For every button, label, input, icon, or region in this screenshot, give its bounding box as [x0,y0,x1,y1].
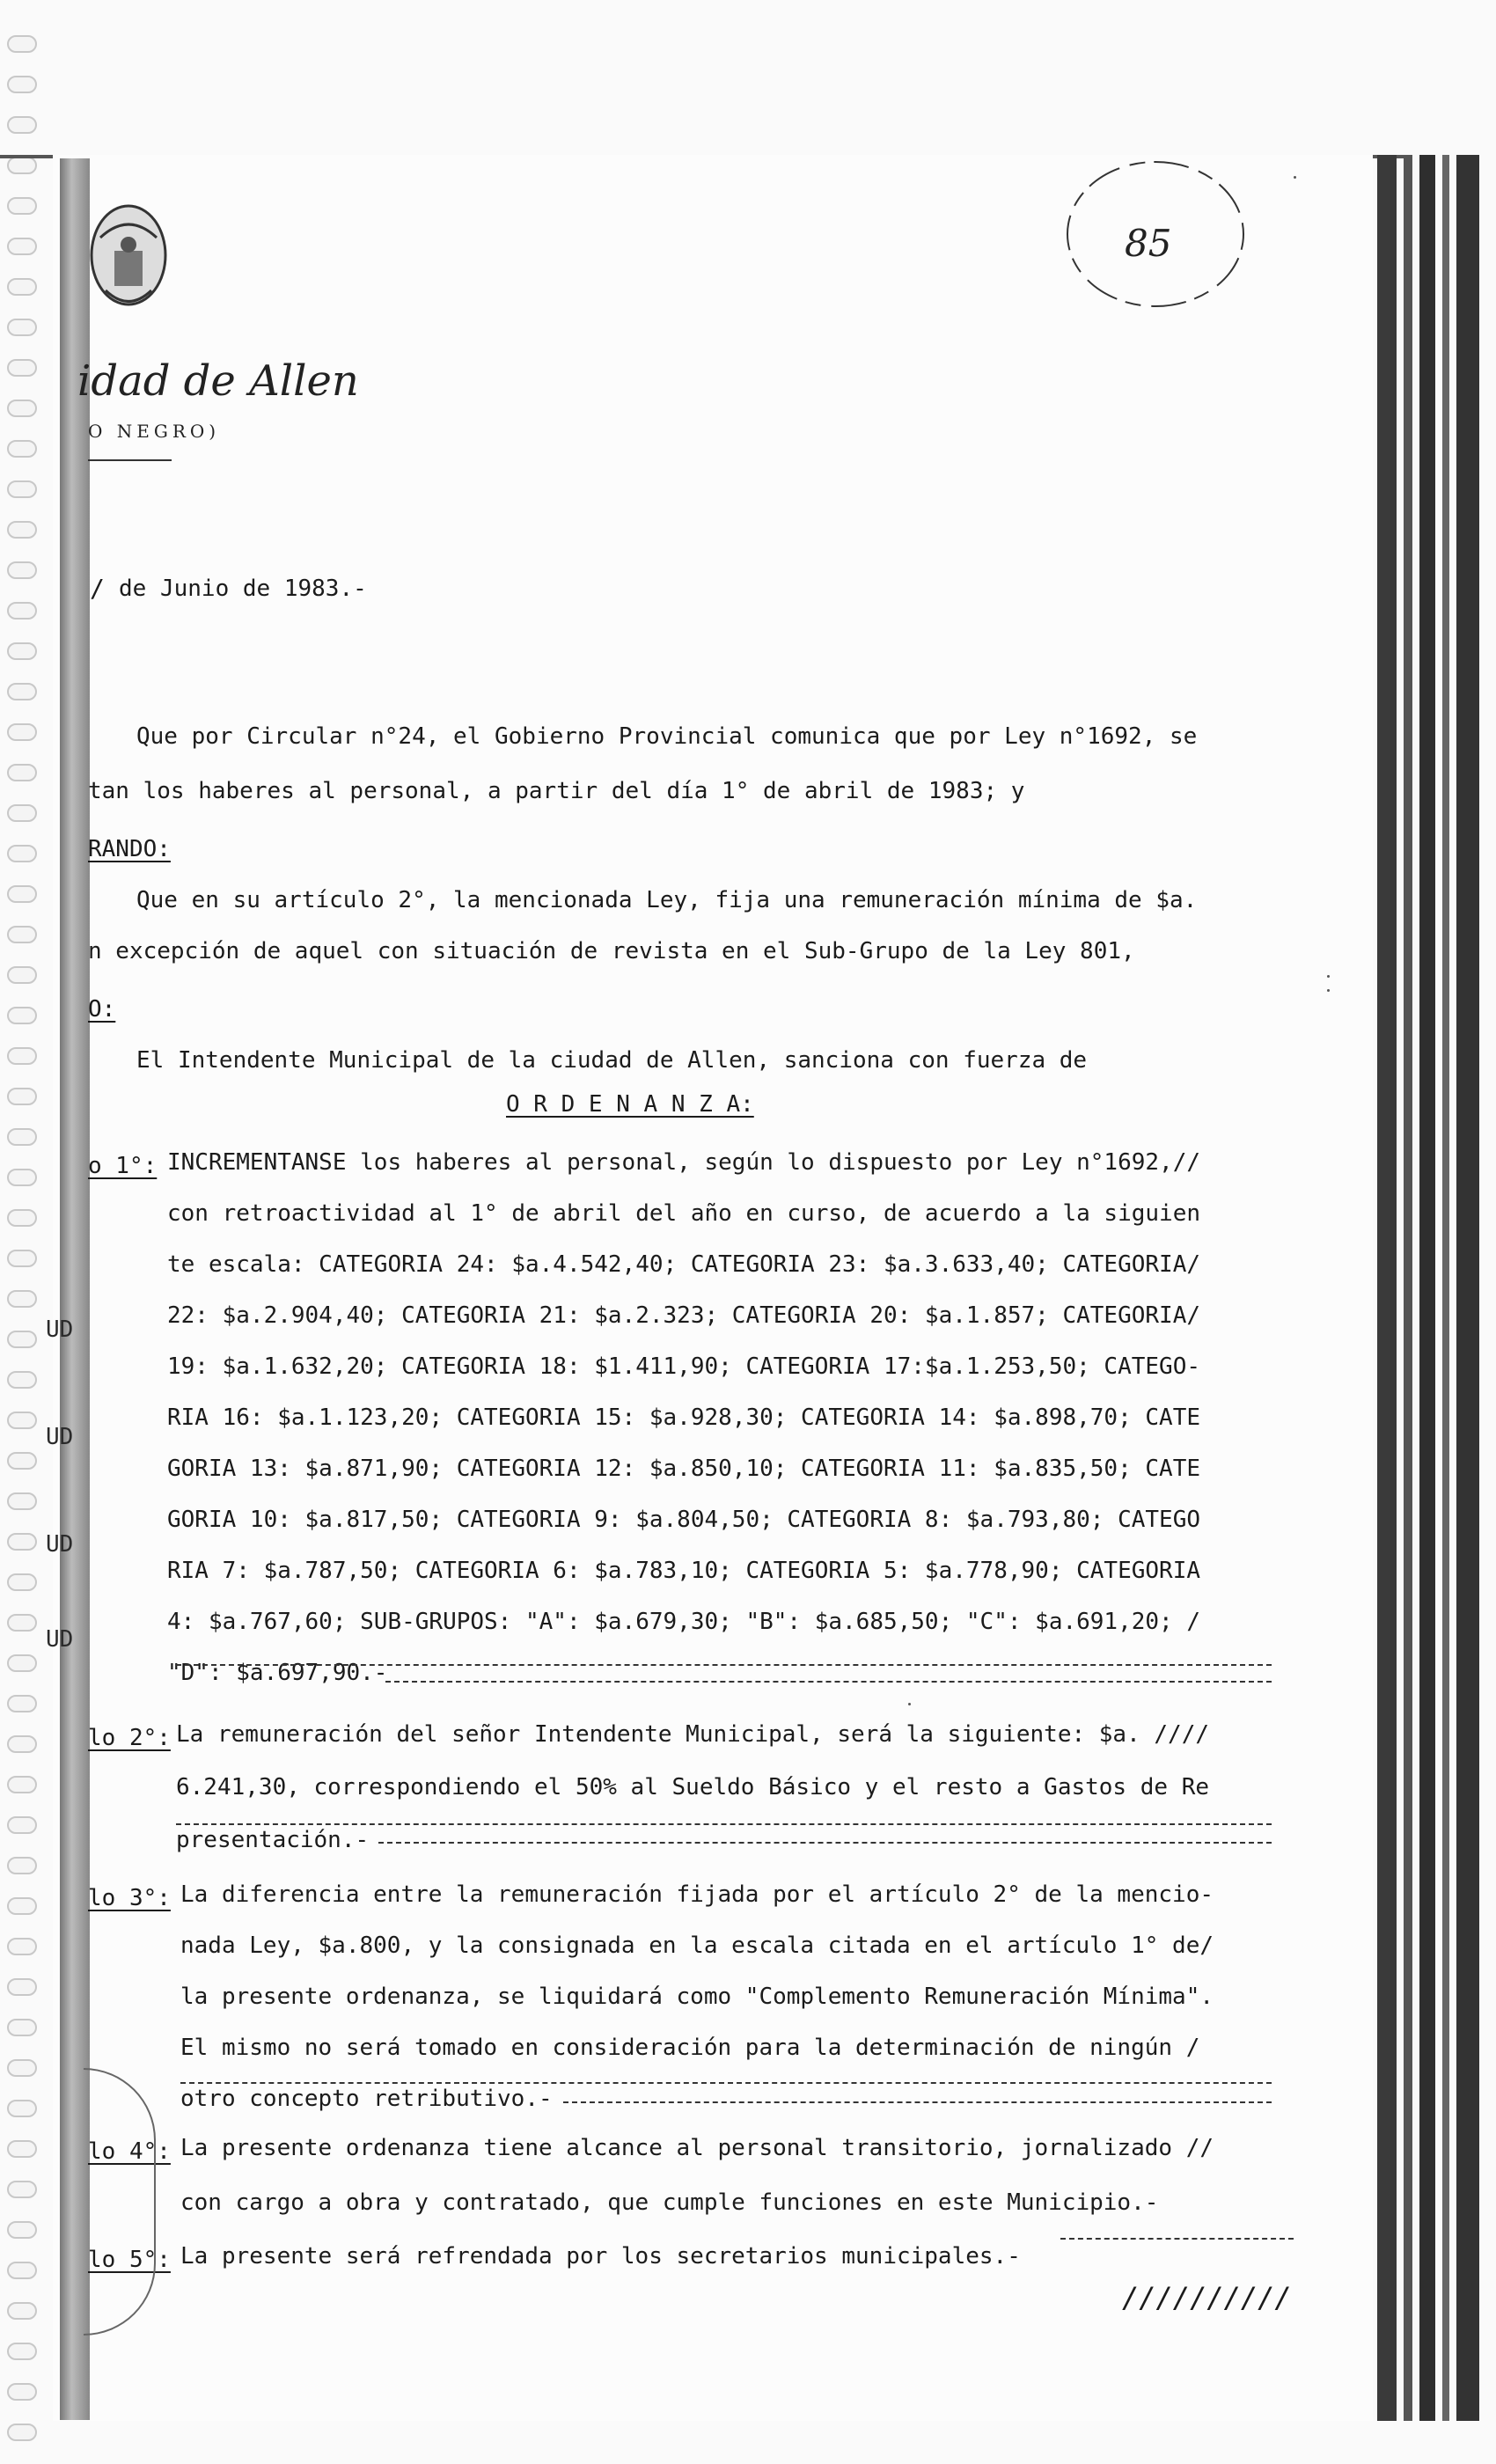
stray-mark [1327,989,1330,992]
binder-ring [7,1331,37,1348]
binder-ring [7,319,37,336]
binder-ring [7,1492,37,1510]
article-line: GORIA 10: $a.817,50; CATEGORIA 9: $a.804,50; CATEGORIA 8: $a.793,80; CATEGO [167,1507,1200,1533]
binder-ring [7,1128,37,1146]
preamble-line: n excepción de aquel con situación de revista en el Sub-Grupo de la Ley 801, [88,938,1135,964]
binder-ring [7,480,37,498]
binder-ring [7,197,37,215]
binder-ring [7,561,37,579]
binder-ring [7,116,37,134]
binder-ring [7,1209,37,1227]
date-line: de Junio de 1983.- [119,576,367,602]
binder-ring [7,1695,37,1712]
article-line: otro concepto retributivo.- [180,2086,553,2112]
stray-mark [1327,975,1330,978]
binder-ring [7,2262,37,2279]
considerando-heading: RANDO: [88,836,171,862]
article-line: con cargo a obra y contratado, que cumple funciones en este Municipio.- [180,2189,1159,2216]
seal-stamp-fragment [84,2068,156,2336]
article-line: RIA 7: $a.787,50; CATEGORIA 6: $a.783,10; CATEGORIA 5: $a.778,90; CATEGORIA [167,1558,1200,1584]
article-line: 22: $a.2.904,40; CATEGORIA 21: $a.2.323; CATEGORIA 20: $a.1.857; CATEGORIA/ [167,1302,1200,1329]
binder-ring [7,1047,37,1065]
binder-ring [7,2019,37,2036]
closing-marks: ////////// [1122,2281,1292,2314]
binder-ring [7,1654,37,1672]
binder-ring [7,1816,37,1834]
binder-ring [7,2181,37,2198]
ordenanza-heading: O R D E N A N Z A: [506,1091,754,1118]
separator-dash [1060,2238,1294,2240]
binder-ring [7,2221,37,2239]
document-sheet [53,155,1373,2421]
article-line: La presente será refrendada por los secretarios municipales.- [180,2243,1021,2270]
article-line: 4: $a.767,60; SUB-GRUPOS: "A": $a.679,30; "B": $a.685,50; "C": $a.691,20; / [167,1609,1200,1635]
binder-ring [7,1412,37,1429]
margin-fragment: UD [46,1626,74,1653]
separator-dash [385,1681,1272,1683]
binder-ring [7,1573,37,1591]
binder-ring [7,2302,37,2320]
stray-mark [908,1703,911,1705]
binder-ring [7,1735,37,1753]
binder-ring [7,1938,37,1955]
article-line: La remuneración del señor Intendente Municipal, será la siguiente: $a. //// [176,1721,1209,1748]
date-marker: / [90,574,105,603]
binder-ring [7,440,37,458]
binder-ring [7,845,37,862]
binder-ring [7,157,37,174]
binder-ring [7,723,37,741]
binder-ring [7,2140,37,2158]
article-label: o 1°: [88,1153,158,1179]
separator-dash [378,1842,1272,1844]
article-label: lo 2°: [88,1725,171,1751]
binder-ring [7,1857,37,1874]
article-label: lo 4°: [88,2138,171,2165]
article-line: nada Ley, $a.800, y la consignada en la escala citada en el artículo 1° de/ [180,1932,1214,1959]
article-line: 6.241,30, correspondiendo el 50% al Sueldo Básico y el resto a Gastos de Re [176,1774,1209,1800]
binder-ring [7,1088,37,1105]
preamble-line: Que por Circular n°24, el Gobierno Provincial comunica que por Ley n°1692, se [136,723,1198,750]
binder-ring [7,2383,37,2401]
separator-dash [563,2101,1272,2103]
separator-dash [176,1664,1272,1666]
binder-ring [7,1452,37,1470]
article-line: 19: $a.1.632,20; CATEGORIA 18: $1.411,90; CATEGORIA 17:$a.1.253,50; CATEGO- [167,1353,1200,1380]
binder-ring [7,683,37,700]
binder-ring [7,2343,37,2360]
article-line: te escala: CATEGORIA 24: $a.4.542,40; CATEGORIA 23: $a.3.633,40; CATEGORIA/ [167,1251,1200,1278]
article-line: RIA 16: $a.1.123,20; CATEGORIA 15: $a.928,30; CATEGORIA 14: $a.898,70; CATE [167,1404,1200,1431]
binder-ring [7,1614,37,1632]
binder-ring [7,764,37,781]
binder-ring [7,278,37,296]
article-line: El mismo no será tomado en consideración para la determinación de ningún / [180,2035,1200,2061]
article-line: La diferencia entre la remuneración fijada por el artículo 2° de la mencio- [180,1881,1214,1908]
binder-ring [7,238,37,255]
preamble-line: Que en su artículo 2°, la mencionada Ley, fija una remuneración mínima de $a. [136,887,1198,913]
article-line: INCREMENTANSE los haberes al personal, según lo dispuesto por Ley n°1692,// [167,1149,1200,1176]
binder-ring [7,804,37,822]
binder-ring [7,1290,37,1308]
page-edge-stack [1377,155,1496,2421]
separator-dash [180,2082,1272,2084]
municipality-name: idad de Allen [77,356,359,406]
binder-ring [7,1169,37,1186]
binder-ring [7,1250,37,1267]
binder-ring [7,2059,37,2077]
binder-ring [7,2100,37,2117]
article-line: presentación.- [176,1827,370,1853]
article-label: lo 3°: [88,1885,171,1911]
binder-ring [7,1533,37,1551]
binder-ring [7,359,37,377]
binder-ring [7,1978,37,1996]
margin-fragment: UD [46,1424,74,1450]
binder-ring [7,1897,37,1915]
article-line: La presente ordenanza tiene alcance al personal transitorio, jornalizado // [180,2135,1214,2161]
folio-number: 85 [1125,222,1172,265]
binder-ring [7,1776,37,1793]
article-line: con retroactividad al 1° de abril del año en curso, de acuerdo a la siguien [167,1200,1200,1227]
binder-ring [7,35,37,53]
binder-ring [7,642,37,660]
binder-ring [7,1007,37,1024]
province-name: O NEGRO) [88,421,221,442]
binder-ring [7,885,37,903]
article-line: "D": $a.697,90.- [167,1660,388,1686]
binder-ring [7,926,37,943]
binder-ring [7,966,37,984]
binder-ring [7,1371,37,1389]
header-rule [88,459,172,461]
binder-ring [7,521,37,539]
preamble-line: tan los haberes al personal, a partir del día 1° de abril de 1983; y [88,778,1025,804]
binder-ring [7,400,37,417]
separator-dash [176,1823,1272,1825]
article-label: lo 5°: [88,2247,171,2273]
stray-mark [1294,176,1296,179]
preamble-line: El Intendente Municipal de la ciudad de Allen, sanciona con fuerza de [136,1047,1088,1074]
binder-ring [7,76,37,93]
article-line: la presente ordenanza, se liquidará como "Complemento Remuneración Mínima". [180,1984,1214,2010]
article-line: GORIA 13: $a.871,90; CATEGORIA 12: $a.850,10; CATEGORIA 11: $a.835,50; CATE [167,1456,1200,1482]
margin-fragment: UD [46,1531,74,1558]
municipal-seal-icon [88,202,169,334]
por-ello-heading: O: [88,996,116,1023]
binder-ring [7,2424,37,2441]
margin-fragment: UD [46,1316,74,1343]
binder-ring [7,602,37,620]
